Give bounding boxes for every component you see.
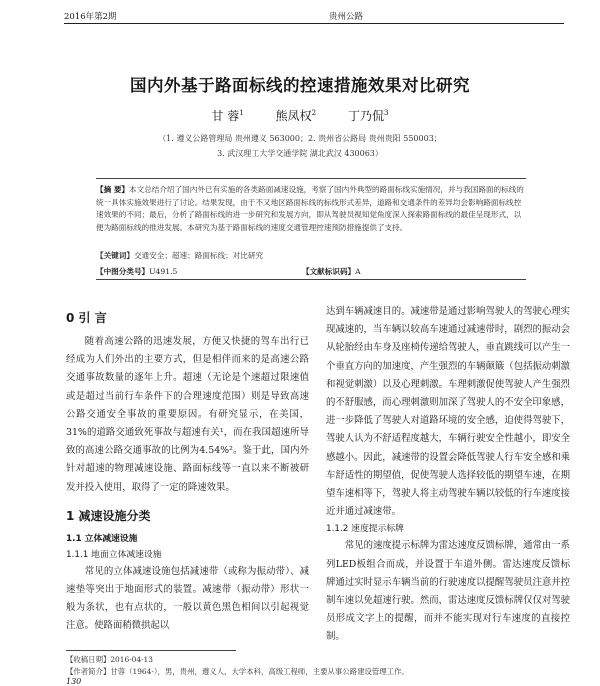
section-heading: 1 减速设施分类 [66, 508, 151, 523]
body-paragraph: 常见的立体减速设施包括减速带（或称为振动带）、减速垫等突出于地面形式的装置。减速带（振动带）形状一般为条状，也有点状的，一般以黄色黑色相间以引起视觉注意。使路面稍微拱起以 [66, 565, 309, 632]
subsection-heading: 1.1 立体减速设施 [66, 533, 138, 544]
keywords [96, 250, 526, 261]
issue-label: 2016年第2期 [64, 12, 117, 22]
paper-title: 国内外基于路面标线的控速措施效果对比研究 [130, 76, 470, 95]
keywords-label: 【关键词】 [96, 251, 134, 260]
footnote-author-bio: 【作者简介】甘蓉（1964-），男，贵州，遵义人，大学本科，高级工程师，主要从事公路建设管理工作。 [66, 667, 409, 676]
affiliation-line: 3. 武汉理工大学交通学院 湖北武汉 430063） [217, 149, 383, 158]
author-list [0, 107, 600, 124]
footnote-rule [66, 650, 236, 651]
running-header [64, 10, 564, 24]
abstract-label: 【摘 要】 [96, 185, 130, 194]
body-paragraph: 达到车辆减速目的。减速带是通过影响驾驶人的驾驶心理实现减速的，当车辆以较高车速通过减速带时，剧烈的振动会从轮胎经由车身及座椅传递给驾驶人，垂直跳线可以产生一个垂直方向的加速度，产生强烈的车辆颠簸（包括振动刺激和视觉刺激）以及心理刺激。车理刺激促使驾驶人产生强烈的不舒服感，而心理刺激则加深了驾驶人的不安全印象感，进一步降低了驾驶人对道路环境的安全感，迫使得驾驶下，驾驶人认为不舒适程度越大，车辆行驶安全性越小，即安全感越小。因此，减速带的设置会降低驾驶人行车安全感和乘车舒适性的期望值，促使驾驶人选择较低的期望车速，在期望车速相等下，驾驶人将主动驾驶车辆以较低的行车速度接近并通过减速带。 [326, 306, 570, 518]
classification-row [96, 266, 526, 277]
intro-heading: 0 引 言 [66, 311, 107, 325]
abstract-rule-bottom [96, 279, 526, 280]
header-rule [64, 23, 564, 24]
subsubsection-heading: 1.1.2 速度提示标牌 [326, 524, 404, 535]
body-paragraph: 常见的速度提示标牌为雷达速度反馈标牌，通常由一系列LED板组合而成，并设置于车道外侧。雷达速度反馈标牌通过实时显示车辆当前的行驶速度以提醒驾驶员注意并控制车速以免超速行驶。然而，雷达速度反馈标牌仅仅对驾驶员形成文字上的提醒，而并不能实现对行车速度的直接控制。 [326, 540, 570, 643]
abstract [96, 184, 526, 234]
clc-entry: 【中图分类号】U491.5 [96, 267, 178, 276]
author: 甘 蓉$^1$ [211, 109, 244, 123]
abstract-text: 本文总结介绍了国内外已有实施的各类路面减速设施，考察了国内外典型的路面标线实施情况，并与我国路面的标线的统一具体实施效果进行了讨论。结果发现，由于不又地区路面标线的标线形式差异，道路和交通条件的差异均会影响路面标线控速效果的不同；最后，分析了路面标线的进一步研究和发展方向，即从驾驶员视知觉角度深入探索路面标线的最佳呈现形式，以便为路面标线的推进发展。本研究为基于路面标线的速度交通管理控速预防措施提供了支持。 [96, 185, 524, 232]
author: 熊凤权$^2$ [275, 109, 317, 123]
affiliation-line: （1. 遵义公路管理局 贵州遵义 563000；2. 贵州省公路局 贵州贵阳 550003； [158, 134, 442, 143]
doc-code-entry: 【文献标识码】A [302, 267, 361, 276]
footnote-received: 【收稿日期】2016-04-13 [66, 655, 153, 664]
journal-name: 贵州公路 [329, 12, 364, 22]
keywords-text: 交通安全；超速；路面标线；对比研究 [133, 251, 264, 260]
page-number: 130 [66, 677, 82, 686]
intro-paragraph: 随着高速公路的迅速发展，方便又快捷的驾车出行已经成为人们外出的主要方式，但是相伴而来的是高速公路交通事故数量的逐年上升。超速（无论是个速超过限速值或是超过当前行车条件下的合理速度范围）则是导致高速公路交通安全事故的重要原因。有研究显示，在美国，31%的道路交通致死事故与超速有关¹，而在我国超速所导致的高速公路交通事故的比例为4.54%²。鉴于此，国内外针对超速的物理减速设施、路面标线等一直以来不断被研发并投入使用，取得了一定的降速效果。 [66, 336, 309, 493]
right-column [326, 303, 570, 647]
author: 丁乃侃$^3$ [347, 109, 389, 123]
left-column [66, 285, 309, 636]
subsubsection-heading: 1.1.1 地面立体减速设施 [66, 549, 162, 560]
abstract-rule-top [96, 178, 526, 179]
